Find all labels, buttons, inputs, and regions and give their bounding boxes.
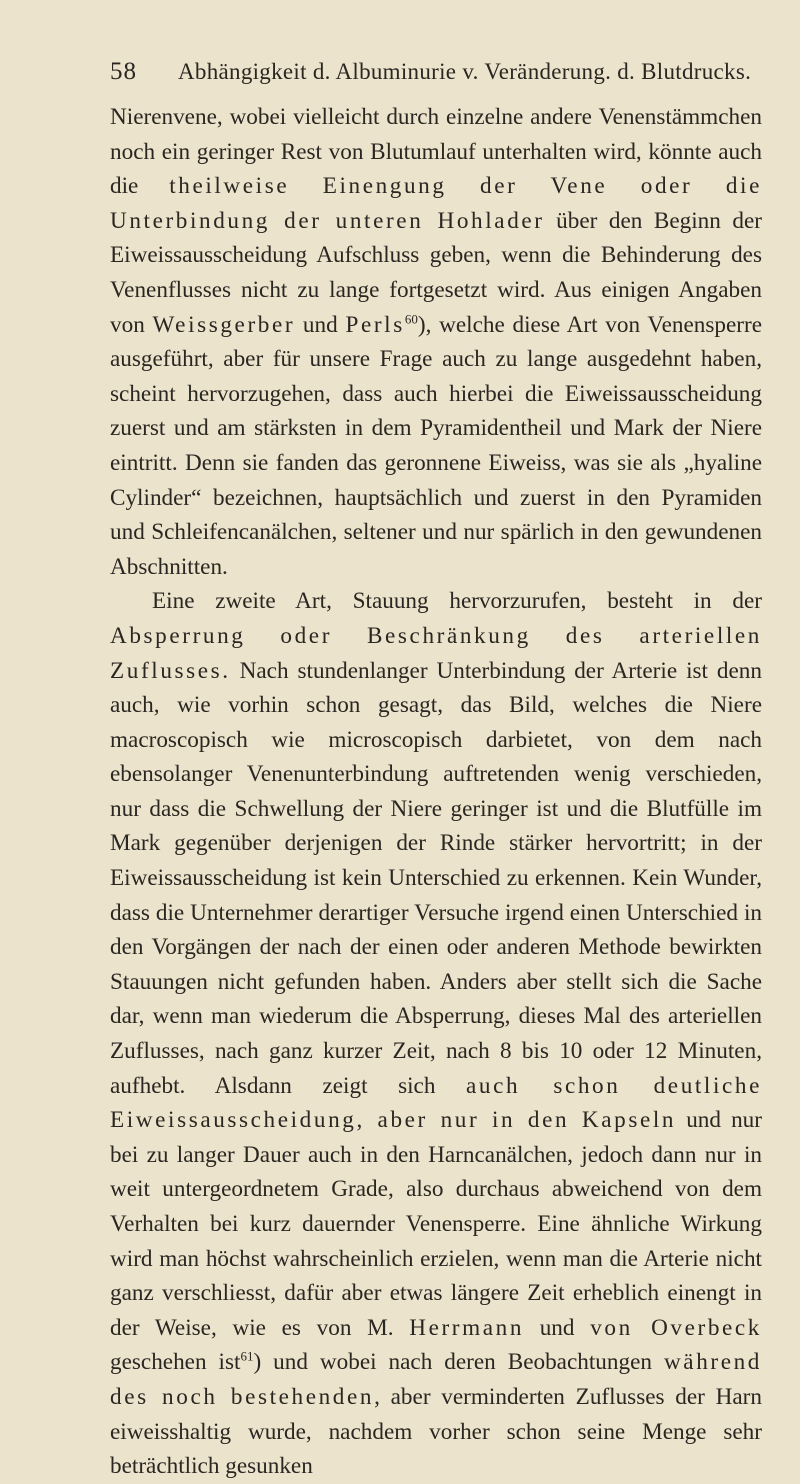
spaced-emphasis: während des noch bestehenden xyxy=(110,1349,762,1410)
spaced-emphasis: theilweise Einengung der Vene oder die Unterbindung der unteren Hohlader xyxy=(110,173,762,234)
spaced-emphasis: von Overbeck xyxy=(590,1314,762,1341)
running-title: Abhängigkeit d. Albuminurie v. Veränderung. d. Blutdrucks. xyxy=(178,59,752,84)
body-text xyxy=(110,100,762,1484)
text-run: und nur bei zu langer Dauer auch in den Harncanälchen, jedoch dann nur in weit untergeordnetem Grade, also durchaus abweichend von dem Verhalten bei kurz dauernder Venensperre. Eine ähnliche Wirkung wird man höchst wahrscheinlich erzielen, wenn man die Arterie nicht ganz verschliesst, dafür aber etwas längere Zeit erheblich einengt in der Weise, wie es von M. xyxy=(110,1107,762,1341)
footnote-ref: 60 xyxy=(404,310,418,326)
spaced-emphasis: Absperrung oder Beschränkung des arteriellen Zuflusses. xyxy=(110,622,762,684)
spaced-emphasis: Perls xyxy=(345,311,405,338)
footnote-ref: 61 xyxy=(240,1348,254,1364)
text-run: über den Beginn der Eiweissausscheidung Aufschluss geben, wenn die Behinderung des Venenflusses nicht zu lange fortgesetzt wird. Aus einigen Angaben von xyxy=(110,207,762,338)
text-run: , aber verminderten Zuflusses der Harn eiweisshaltig wurde, nachdem vorher schon seine Menge sehr beträchtlich gesunken xyxy=(110,1383,762,1480)
text-run: geschehen ist xyxy=(110,1349,241,1376)
paragraph-2 xyxy=(110,584,762,1483)
paragraph-1 xyxy=(110,100,762,584)
spaced-emphasis: auch schon deutliche Eiweissausscheidung, aber nur in den Kapseln xyxy=(110,1072,762,1134)
spaced-emphasis: Weissgerber xyxy=(152,311,296,338)
text-run: Eine zweite Art, Stauung hervorzurufen, besteht in der xyxy=(152,588,762,615)
text-run: Nach stundenlanger Unterbindung der Arterie ist denn auch, wie vorhin schon gesagt, das Bild, welches die Niere macroscopisch wie microscopisch darbietet, von dem nach ebensolanger Venenunterbindung auftretenden wenig verschieden, nur dass die Schwellung der Niere geringer ist und die Blutfülle im Mark gegenüber derjenigen der Rinde stärker hervortritt; in der Eiweissausscheidung ist kein Unterschied zu erkennen. Kein Wunder, dass die Unternehmer derartiger Versuche irgend einen Unterschied in den Vorgängen der nach der einen oder anderen Methode bewirkten Stauungen nicht gefunden haben. Anders aber stellt sich die Sache dar, wenn man wiederum die Absperrung, dieses Mal des arteriellen Zuflusses, nach ganz kurzer Zeit, nach 8 bis 10 oder 12 Minuten, aufhebt. Alsdann zeigt sich xyxy=(110,657,762,1099)
page-number: 58 xyxy=(110,58,137,85)
text-run: Nierenvene, wobei vielleicht durch einzelne andere Venenstämmchen noch ein geringer Rest von Blutumlauf unterhalten wird, könnte auch die xyxy=(110,104,762,200)
text-run: und xyxy=(524,1314,591,1341)
text-run: und xyxy=(295,311,346,338)
text-run: ), welche diese Art von Venensperre ausgeführt, aber für unsere Frage auch zu lange ausgedehnt haben, scheint hervorzugehen, dass auch hierbei die Eiweissausscheidung zuerst und am stärksten in dem Pyramidentheil und Mark der Niere eintritt. Denn sie fanden das geronnene Eiweiss, was sie als „hyaline Cylinder“ bezeichnen, hauptsächlich und zuerst in den Pyramiden und Schleifencanälchen, seltener und nur spärlich in den gewundenen Abschnitten. xyxy=(110,311,763,580)
text-run: ) und wobei nach deren Beobachtungen xyxy=(253,1349,664,1376)
running-head xyxy=(110,58,762,94)
spaced-emphasis: Herrmann xyxy=(409,1314,525,1341)
